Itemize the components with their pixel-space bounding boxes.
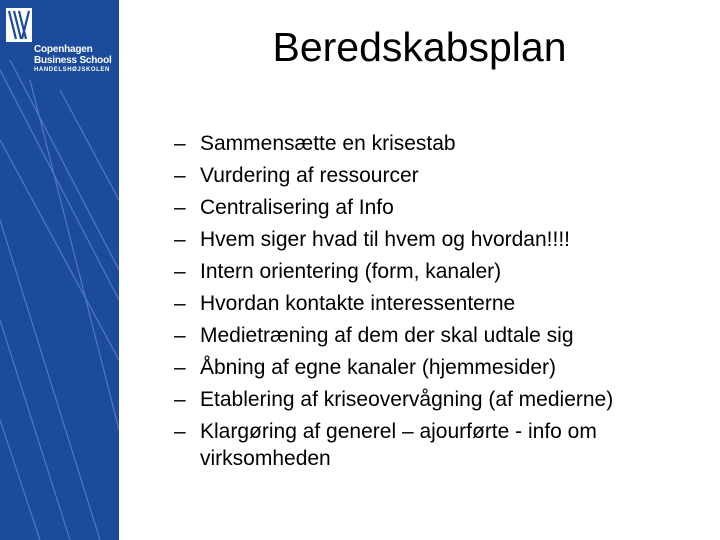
bullet-dash: –	[174, 292, 186, 315]
bullet-dash: –	[174, 356, 186, 379]
bullet-item	[174, 323, 704, 350]
bullet-item	[174, 131, 704, 158]
logo-line-3: HANDELSHØJSKOLEN	[34, 67, 110, 73]
slide-title: Beredskabsplan	[272, 24, 567, 70]
bullet-text: Hvordan kontakte interessenterne	[200, 292, 516, 315]
bullet-dash: –	[174, 164, 186, 187]
bullet-text: Etablering af kriseovervågning (af medierne)	[200, 388, 614, 411]
bullet-item	[174, 291, 704, 318]
bullet-text: Klargøring af generel – ajourførte - info om virksomheden	[200, 420, 597, 470]
bullet-text: Sammensætte en krisestab	[200, 132, 456, 155]
bullet-list	[174, 131, 704, 478]
bullet-item	[174, 355, 704, 382]
bullet-item	[174, 195, 704, 222]
bullet-item	[174, 419, 704, 472]
bullet-text: Hvem siger hvad til hvem og hvordan!!!!	[200, 228, 571, 251]
bullet-dash: –	[174, 388, 186, 411]
bullet-text: Medietræning af dem der skal udtale sig	[200, 324, 574, 347]
sidebar-band	[0, 0, 119, 540]
bullet-item	[174, 387, 704, 414]
bullet-text: Åbning af egne kanaler (hjemmesider)	[200, 356, 557, 379]
bullet-dash: –	[174, 132, 186, 155]
bullet-item	[174, 163, 704, 190]
bullet-dash: –	[174, 260, 186, 283]
sidebar-decoration	[0, 0, 119, 540]
bullet-text: Vurdering af ressourcer	[200, 164, 419, 187]
bullet-dash: –	[174, 196, 186, 219]
bullet-item	[174, 259, 704, 286]
bullet-dash: –	[174, 228, 186, 251]
cbs-logo-icon	[6, 8, 32, 42]
logo-line-1: Copenhagen	[34, 44, 93, 55]
bullet-item	[174, 227, 704, 254]
bullet-dash: –	[174, 324, 186, 347]
bullet-text: Centralisering af Info	[200, 196, 394, 219]
cbs-logo-wordmark	[34, 44, 116, 75]
bullet-dash: –	[174, 420, 186, 443]
logo-line-2: Business School	[34, 55, 112, 66]
bullet-text: Intern orientering (form, kanaler)	[200, 260, 502, 283]
